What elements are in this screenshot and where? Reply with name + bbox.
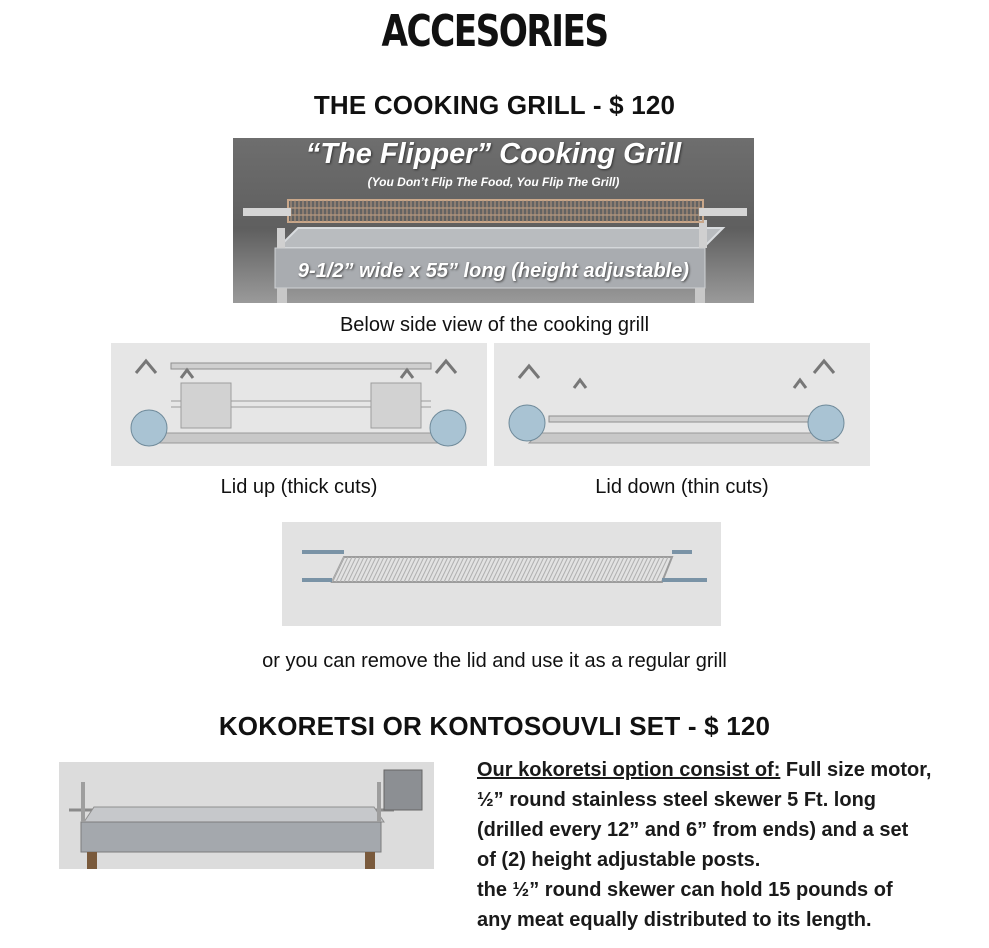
kokoretsi-description bbox=[477, 755, 987, 935]
cooking-grill-heading: THE COOKING GRILL - $ 120 bbox=[313, 90, 676, 120]
lid-up-photo bbox=[111, 343, 487, 466]
flipper-grill-photo bbox=[233, 138, 754, 303]
lid-down-caption: Lid down (thin cuts) bbox=[595, 476, 769, 498]
kokoretsi-line-4: of (2) height adjustable posts. bbox=[477, 849, 761, 871]
regular-grill-illustration bbox=[282, 522, 721, 626]
kokoretsi-line-1 bbox=[477, 755, 987, 785]
regular-grill-photo bbox=[282, 522, 721, 626]
lid-up-illustration bbox=[111, 343, 487, 466]
side-view-caption: Below side view of the cooking grill bbox=[339, 314, 650, 336]
regular-grill-caption: or you can remove the lid and use it as a regular grill bbox=[262, 650, 727, 672]
kokoretsi-heading: KOKORETSI OR KONTOSOUVLI SET - $ 120 bbox=[218, 711, 771, 741]
kokoretsi-set-photo bbox=[59, 762, 434, 869]
lid-up-caption: Lid up (thick cuts) bbox=[220, 476, 378, 498]
kokoretsi-set-illustration bbox=[59, 762, 434, 869]
banner-title: “The Flipper” Cooking Grill bbox=[305, 138, 682, 170]
page-title: ACCESORIES bbox=[381, 6, 608, 57]
banner-dimensions: 9-1/2” wide x 55” long (height adjustable) bbox=[297, 260, 690, 282]
banner-subtitle: (You Don’t Flip The Food, You Flip The Grill) bbox=[367, 175, 620, 189]
kokoretsi-line-1-rest: Full size motor, bbox=[780, 759, 932, 781]
kokoretsi-line-5: the ½” round skewer can hold 15 pounds of bbox=[477, 879, 893, 901]
kokoretsi-line-3: (drilled every 12” and 6” from ends) and a set bbox=[477, 819, 909, 841]
kokoretsi-line-2: ½” round stainless steel skewer 5 Ft. long bbox=[477, 789, 877, 811]
lid-down-photo bbox=[494, 343, 870, 466]
lid-down-illustration bbox=[494, 343, 870, 466]
kokoretsi-lead: Our kokoretsi option consist of: bbox=[477, 759, 781, 781]
kokoretsi-line-6: any meat equally distributed to its length. bbox=[477, 909, 872, 931]
